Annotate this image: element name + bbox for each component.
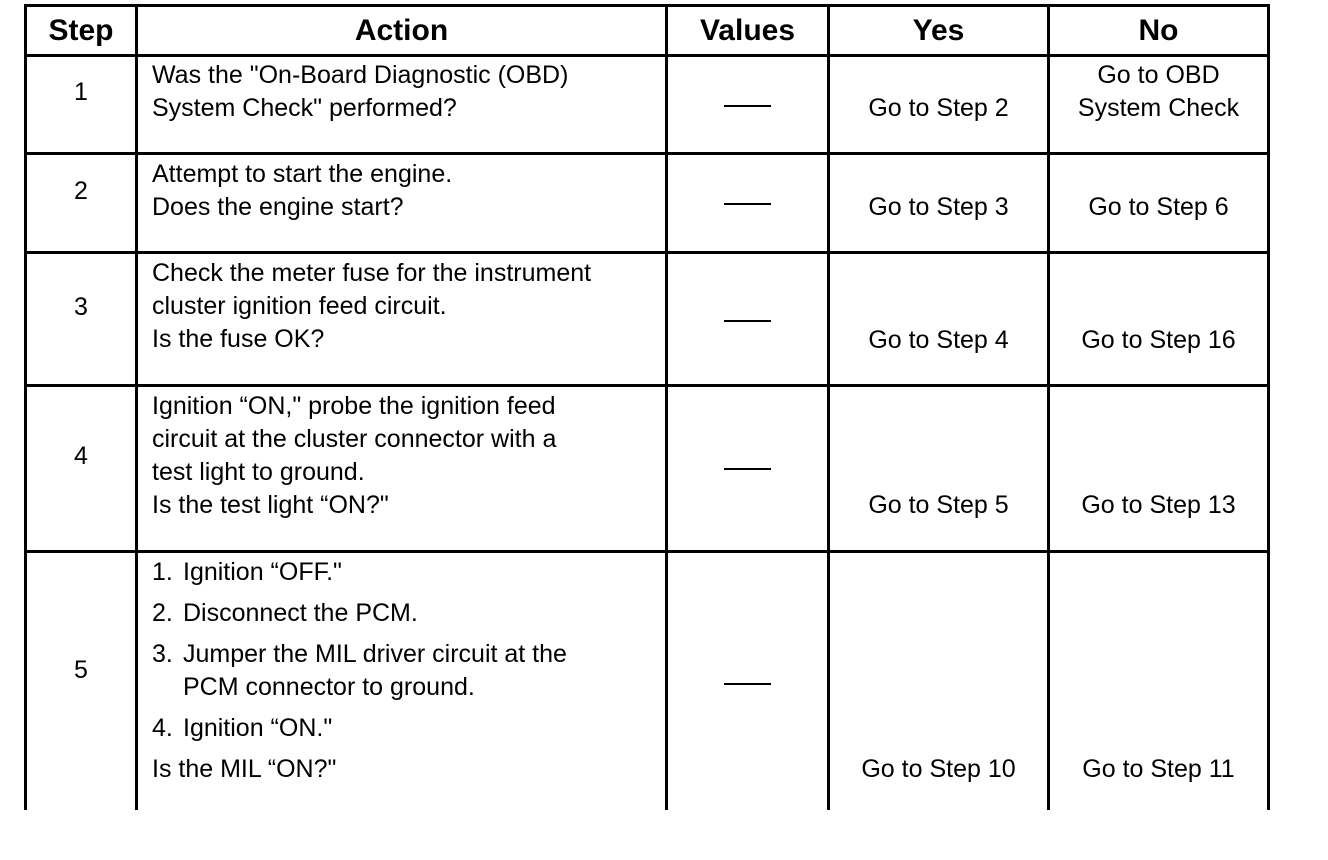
- column-divider: [665, 4, 668, 810]
- header-action: Action: [354, 14, 449, 47]
- row-divider: [24, 251, 1270, 254]
- step-number: 2: [74, 177, 88, 205]
- action-line: circuit at the cluster connector with a: [152, 425, 557, 453]
- action-line: test light to ground.: [152, 458, 365, 486]
- header-yes: Yes: [912, 14, 965, 47]
- no-result: Go to Step 16: [1081, 326, 1236, 354]
- header-step: Step: [48, 14, 114, 47]
- yes-result: Go to Step 5: [868, 491, 1009, 519]
- yes-result: Go to Step 10: [861, 755, 1016, 783]
- action-step: [152, 638, 567, 704]
- action-step-number: 2.: [152, 599, 173, 627]
- action-question: [152, 753, 567, 786]
- action-step-list: [152, 556, 567, 786]
- action-line: Is the test light “ON?": [152, 491, 389, 519]
- step-number: 3: [74, 293, 88, 321]
- yes-result: Go to Step 4: [868, 326, 1009, 354]
- no-value-dash: [724, 203, 771, 205]
- no-result: Go to Step 6: [1088, 193, 1229, 221]
- action-line: Was the "On-Board Diagnostic (OBD): [152, 61, 569, 89]
- action-line: Disconnect the PCM.: [183, 599, 418, 627]
- action-line: Does the engine start?: [152, 193, 404, 221]
- action-step: [152, 712, 567, 745]
- yes-result: Go to Step 3: [868, 193, 1009, 221]
- action-line: PCM connector to ground.: [183, 673, 475, 701]
- action-line: Attempt to start the engine.: [152, 160, 453, 188]
- table-border-left: [24, 4, 27, 810]
- action-line: Ignition “ON," probe the ignition feed: [152, 392, 556, 420]
- action-step: [152, 556, 567, 589]
- no-value-dash: [724, 105, 771, 107]
- action-text: [152, 59, 568, 125]
- row-divider: [24, 152, 1270, 155]
- step-number: 1: [74, 78, 88, 106]
- action-line: Is the MIL “ON?": [152, 755, 337, 783]
- no-result: [1050, 59, 1267, 125]
- step-number: 5: [74, 656, 88, 684]
- action-line: Check the meter fuse for the instrument: [152, 259, 592, 287]
- header-values: Values: [699, 14, 796, 47]
- no-result: Go to Step 11: [1082, 755, 1235, 783]
- column-divider: [135, 4, 138, 810]
- action-text: [152, 556, 567, 794]
- action-step-number: 3.: [152, 640, 173, 668]
- header-no: No: [1138, 14, 1179, 47]
- action-step: [152, 597, 567, 630]
- action-text: [152, 257, 591, 356]
- row-divider: [24, 384, 1270, 387]
- no-value-dash: [724, 683, 771, 685]
- no-result-line: Go to OBD: [1097, 61, 1220, 89]
- action-line: Ignition “ON.": [183, 714, 333, 742]
- yes-result: Go to Step 2: [868, 94, 1009, 122]
- action-line: cluster ignition feed circuit.: [152, 292, 447, 320]
- no-value-dash: [724, 468, 771, 470]
- table-border-right: [1267, 4, 1270, 810]
- action-step-number: 4.: [152, 714, 173, 742]
- action-text: [152, 390, 556, 522]
- row-divider: [24, 550, 1270, 553]
- action-line: Jumper the MIL driver circuit at the: [183, 640, 567, 668]
- action-line: System Check" performed?: [152, 94, 457, 122]
- no-result-line: System Check: [1077, 94, 1240, 122]
- action-step-number: 1.: [152, 558, 173, 586]
- action-line: Ignition “OFF.": [183, 558, 342, 586]
- no-result: Go to Step 13: [1081, 491, 1236, 519]
- step-number: 4: [74, 442, 88, 470]
- no-value-dash: [724, 320, 771, 322]
- action-line: Is the fuse OK?: [152, 325, 325, 353]
- action-text: [152, 158, 452, 224]
